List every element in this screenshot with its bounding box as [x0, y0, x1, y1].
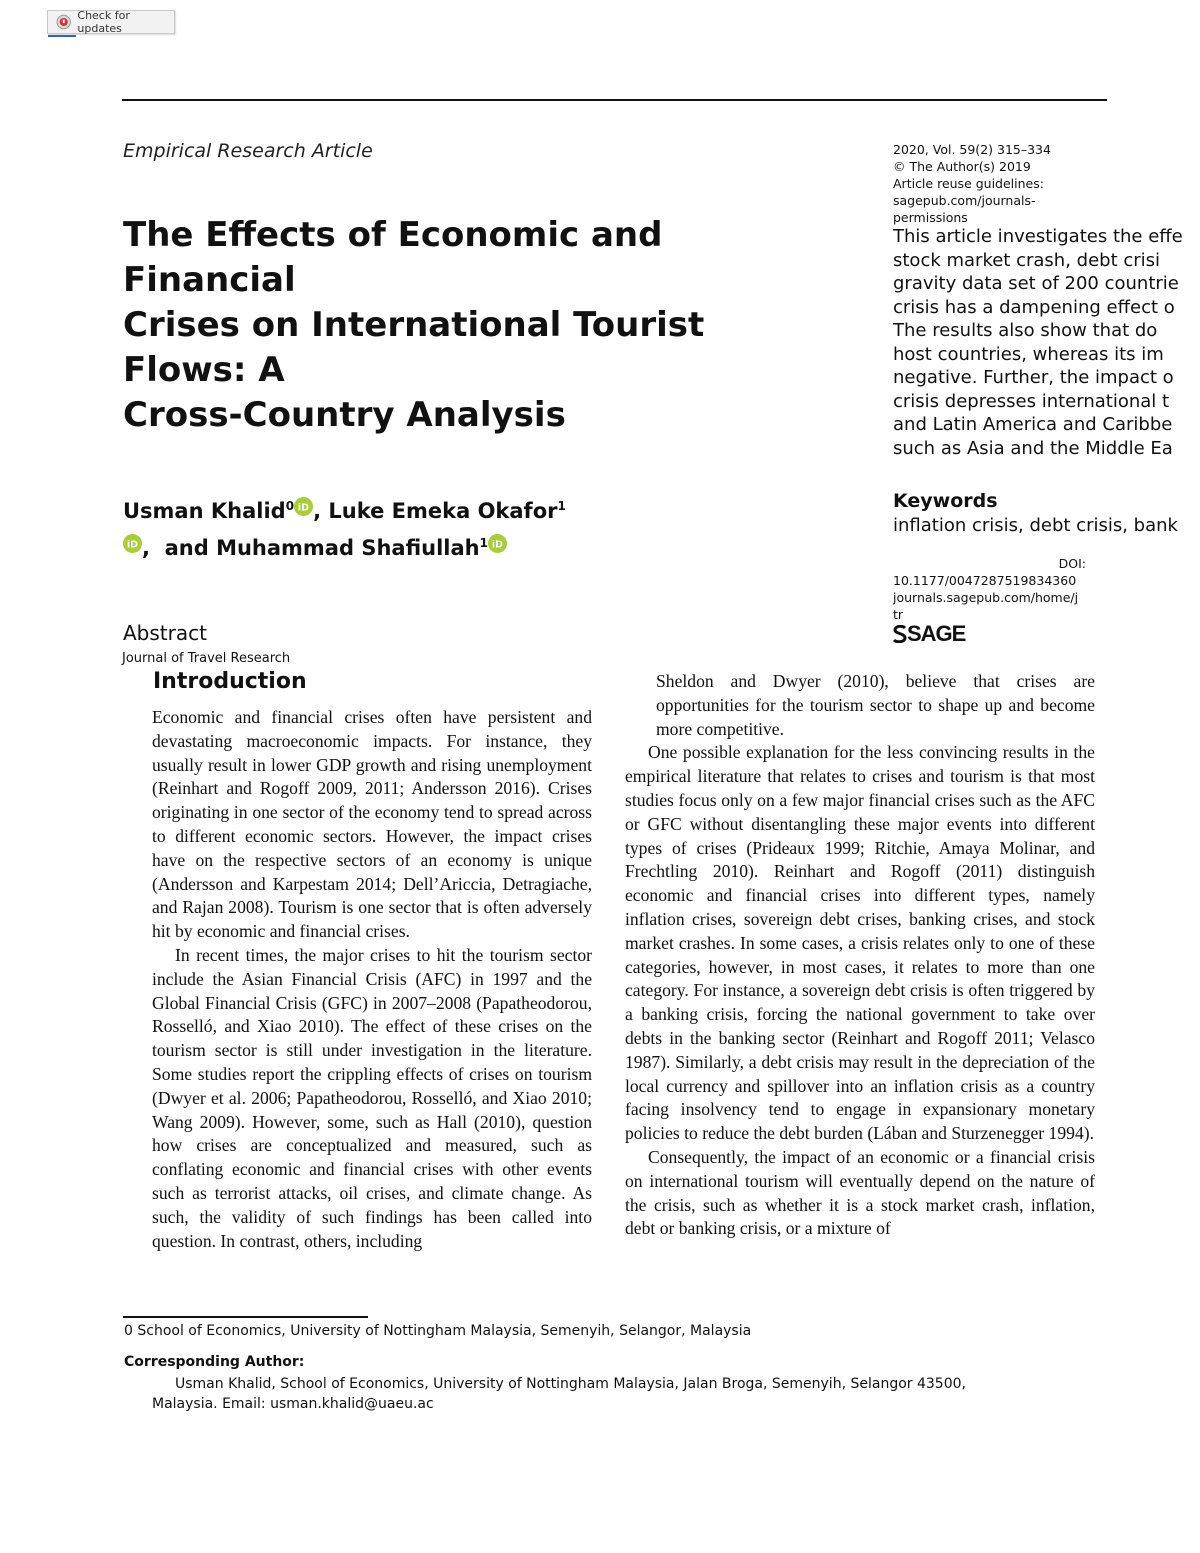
article-title — [123, 213, 763, 438]
abstract-line: such as Asia and the Middle Ea — [893, 437, 1173, 459]
check-for-updates-icon — [56, 14, 71, 30]
body-paragraph: One possible explanation for the less convincing results in the empirical literature that relates to crises and tourism is that most studies focus only on a few major financial crises such as the AFC or GFC without disentangling these major events into different types of crises (Prideaux 1999; Ritchie, Amaya Molinar, and Frechtling 2010). Reinhart and Rogoff (2011) distinguish economic and financial crises into different types, namely inflation crises, sovereign debt crises, banking crises, and stock market crashes. In some cases, a crisis relates only to one of these categories, however, in most cases, it relates to more than one category. For instance, a sovereign debt crisis is often triggered by a banking crisis, forcing the national government to take over debts in the banking sector (Reinhart and Rogoff 2011; Velasco 1987). Similarly, a debt crisis may result in the depreciation of the local currency and spillover into an inflation crisis as a country facing insolvency tend to engage in expansionary monetary policies to reduce the debt burden (Lában and Sturzenegger 1994). — [625, 742, 1095, 1144]
check-for-updates-label: Check for updates — [77, 9, 130, 35]
title-line: The Effects of Economic and — [123, 215, 663, 255]
affiliation-marker: 1 — [557, 499, 566, 513]
body-paragraph: Consequently, the impact of an economic or a financial crisis on international tourism will eventually depend on the nature of the crisis, such as whether it is a stock market crash, inflation, debt or banking crisis, or a mixture of — [625, 1146, 1095, 1239]
abstract-text — [893, 225, 1200, 461]
abstract-line: stock market crash, debt crisi — [893, 249, 1161, 271]
footnote-rule — [123, 1316, 368, 1318]
check-for-updates-button[interactable] — [47, 10, 175, 34]
orcid-icon[interactable] — [123, 534, 142, 553]
keywords-heading: Keywords — [893, 490, 998, 512]
body-column-left — [152, 706, 592, 1298]
body-paragraph: Sheldon and Dwyer (2010), believe that crises are opportunities for the tourism sector to shape up and become more competitive. — [656, 671, 1095, 739]
corresponding-email: Malaysia. Email: usman.khalid@uaeu.ac — [152, 1396, 434, 1412]
keywords-text: inflation crisis, debt crisis, bank — [893, 515, 1178, 536]
reuse-label: Article reuse guidelines: — [893, 176, 1044, 191]
doi-link[interactable]: 10.1177/0047287519834360 — [893, 573, 1077, 588]
sage-logo-text: SAGE — [907, 621, 966, 646]
author-list — [123, 490, 663, 564]
abstract-line: This article investigates the effe — [893, 226, 1183, 247]
corresponding-author-details — [152, 1374, 1102, 1414]
body-column-right — [625, 670, 1095, 1310]
abstract-line: crisis has a dampening effect o — [893, 296, 1175, 318]
svg-text:iD: iD — [297, 502, 310, 514]
affiliation-marker: 1 — [479, 536, 488, 550]
abstract-line: crisis depresses international t — [893, 390, 1170, 412]
orcid-icon[interactable] — [488, 534, 507, 553]
volume-info: 2020, Vol. 59(2) 315–334 — [893, 142, 1051, 157]
svg-text:iD: iD — [491, 539, 504, 551]
author-separator: , and — [142, 536, 217, 560]
author-name: Luke Emeka Okafor — [328, 499, 558, 523]
title-line: Flows: A — [123, 350, 285, 390]
author-name: Usman Khalid — [123, 499, 286, 523]
author-name: Muhammad Shafiullah — [216, 536, 480, 560]
affiliation-footnote: 0 School of Economics, University of Nottingham Malaysia, Semenyih, Selangor, Malaysia — [124, 1323, 752, 1339]
sage-logo — [893, 622, 965, 646]
article-type: Empirical Research Article — [123, 140, 373, 162]
sage-logo-icon — [893, 625, 907, 643]
journal-name: Journal of Travel Research — [122, 651, 291, 666]
introduction-heading: Introduction — [153, 669, 307, 694]
orcid-icon[interactable] — [294, 497, 313, 516]
check-for-updates-underline — [48, 35, 76, 37]
body-paragraph: Economic and financial crises often have persistent and devastating macroeconomic impacts. For instance, they usually result in lower GDP growth and rising unemployment (Reinhart and Rogoff 2009, 2011; Andersson 2016). Crises originating in one sector of the economy tend to spread across to different economic sectors. However, the impact crises have on the respective sectors of an economy is unique (Andersson and Karpestam 2014; Dell’Ariccia, Detragiache, and Rajan 2008). Tourism is one sector that is often adversely hit by economic and financial crises. — [152, 707, 592, 942]
abstract-heading: Abstract — [123, 621, 207, 645]
author-separator: , — [313, 499, 329, 523]
abstract-line: host countries, whereas its im — [893, 343, 1164, 365]
abstract-line: negative. Further, the impact o — [893, 367, 1174, 388]
title-line: Crises on International Tourist — [123, 305, 705, 345]
doi-block — [893, 555, 1098, 623]
title-line: Financial — [123, 260, 296, 300]
abstract-line: gravity data set of 200 countrie — [893, 273, 1179, 294]
journal-home-link[interactable]: journals.sagepub.com/home/j — [893, 590, 1079, 605]
top-rule — [122, 99, 1107, 101]
copyright: © The Author(s) 2019 — [893, 159, 1031, 174]
journal-meta — [893, 141, 1098, 226]
doi-label: DOI: — [1058, 556, 1086, 571]
affiliation-marker: 0 — [285, 499, 295, 513]
corresponding-address: Usman Khalid, School of Economics, University of Nottingham Malaysia, Jalan Broga, Semenyih, Selangor 43500, — [175, 1376, 966, 1392]
title-line: Cross-Country Analysis — [123, 395, 566, 435]
journal-home-link[interactable]: tr — [893, 607, 904, 622]
abstract-line: and Latin America and Caribbe — [893, 414, 1173, 435]
svg-text:iD: iD — [126, 539, 139, 551]
body-paragraph: In recent times, the major crises to hit the tourism sector include the Asian Financial Crisis (AFC) in 1997 and the Global Financial Crisis (GFC) in 2007–2008 (Papatheodorou, Rosselló, and Xiao 2010). The effect of these crises on the tourism sector is still under investigation in the literature. Some studies report the crippling effects of crises on tourism (Dwyer et al. 2006; Papatheodorou, Rosselló, and Xiao 2010; Wang 2009). However, some, such as Hall (2010), question how crises are conceptualized and measured, such as conflating economic and financial crises with other events such as terrorist attacks, oil crises, and climate change. As such, the validity of such findings has been called into question. In contrast, others, including — [152, 944, 592, 1251]
reuse-link[interactable]: permissions — [893, 210, 968, 225]
abstract-line: The results also show that do — [893, 320, 1158, 341]
reuse-link[interactable]: sagepub.com/journals- — [893, 193, 1036, 208]
corresponding-author-heading: Corresponding Author: — [124, 1354, 305, 1370]
